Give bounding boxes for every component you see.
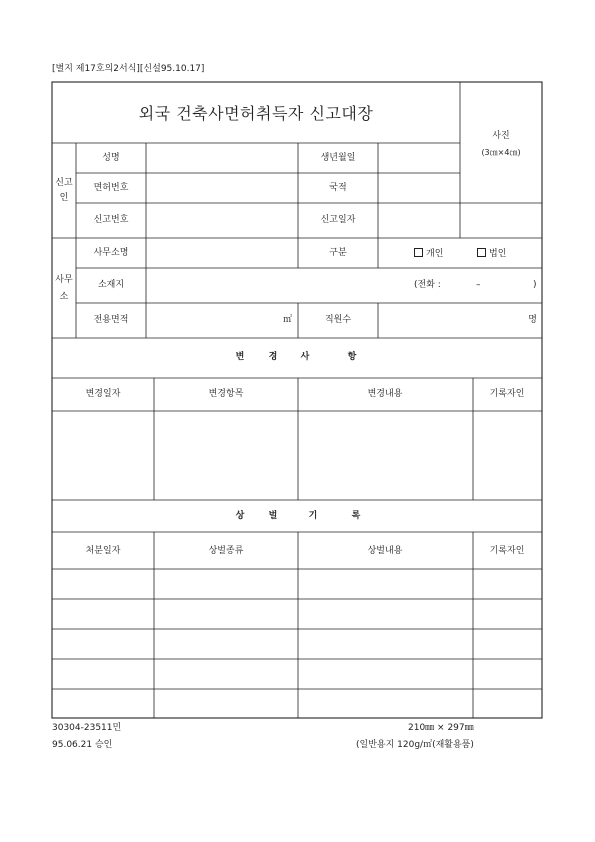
changes-col-item: 변경항목 bbox=[208, 389, 244, 399]
changes-title-char-3: 사 bbox=[300, 352, 310, 362]
rewards-col-date: 처분일자 bbox=[85, 546, 121, 556]
photo-size: (3㎝×4㎝) bbox=[481, 148, 521, 157]
area-label: 전용면적 bbox=[93, 315, 129, 325]
rewards-title-char-4: 록 bbox=[351, 511, 361, 521]
changes-col-date: 변경일자 bbox=[85, 389, 121, 399]
changes-title-char-2: 경 bbox=[268, 352, 278, 362]
office-section-label-1: 사무 bbox=[55, 275, 73, 285]
rewards-title-char-2: 벌 bbox=[268, 511, 278, 521]
area-unit: ㎡ bbox=[282, 315, 292, 325]
license-no-label: 면허번호 bbox=[93, 183, 129, 193]
rewards-col-recorder: 기록자인 bbox=[489, 546, 525, 556]
photo-label: 사진 bbox=[492, 131, 510, 141]
corporation-option[interactable] bbox=[477, 248, 506, 260]
staff-unit: 명 bbox=[528, 315, 537, 325]
address-label: 소재지 bbox=[97, 280, 125, 290]
office-section-label-2: 소 bbox=[59, 292, 69, 302]
rewards-col-content: 상벌내용 bbox=[367, 546, 403, 556]
report-no-label: 신고번호 bbox=[93, 215, 129, 225]
name-label: 성명 bbox=[102, 153, 120, 163]
corporation-option-label: 법인 bbox=[489, 249, 507, 259]
changes-col-recorder: 기록자인 bbox=[489, 389, 525, 399]
phone-close: ) bbox=[533, 280, 537, 290]
form-code: 30304-23511민 bbox=[52, 723, 122, 733]
paper-type: (일반용지 120g/㎡(재활용품) bbox=[356, 740, 474, 750]
office-name-label: 사무소명 bbox=[93, 248, 129, 258]
birth-label: 생년월일 bbox=[320, 153, 356, 163]
registrant-section-label-2: 인 bbox=[59, 193, 69, 203]
phone-dash: – bbox=[476, 280, 481, 290]
form-reference: [별지 제17호의2서식][신설95.10.17] bbox=[52, 64, 205, 74]
rewards-title-char-1: 상 bbox=[235, 511, 245, 521]
rewards-col-type: 상벌종류 bbox=[208, 546, 244, 556]
individual-option[interactable] bbox=[414, 248, 443, 260]
individual-checkbox[interactable] bbox=[414, 248, 423, 257]
individual-option-label: 개인 bbox=[426, 249, 444, 259]
approval-date: 95.06.21 승인 bbox=[52, 740, 113, 750]
report-date-label: 신고일자 bbox=[320, 215, 356, 225]
staff-label: 직원수 bbox=[324, 315, 352, 325]
nationality-label: 국적 bbox=[329, 183, 347, 193]
phone-prefix: (전화 : bbox=[414, 280, 441, 290]
paper-size: 210㎜ × 297㎜ bbox=[408, 723, 474, 733]
registrant-section-label-1: 신고 bbox=[55, 178, 73, 188]
page-title: 외국 건축사면허취득자 신고대장 bbox=[138, 104, 374, 123]
rewards-title-char-3: 기 bbox=[308, 511, 318, 521]
changes-title-char-4: 항 bbox=[347, 352, 357, 362]
category-label: 구분 bbox=[329, 248, 347, 258]
changes-col-content: 변경내용 bbox=[367, 389, 403, 399]
corporation-checkbox[interactable] bbox=[477, 248, 486, 257]
changes-title-char-1: 변 bbox=[235, 352, 245, 362]
